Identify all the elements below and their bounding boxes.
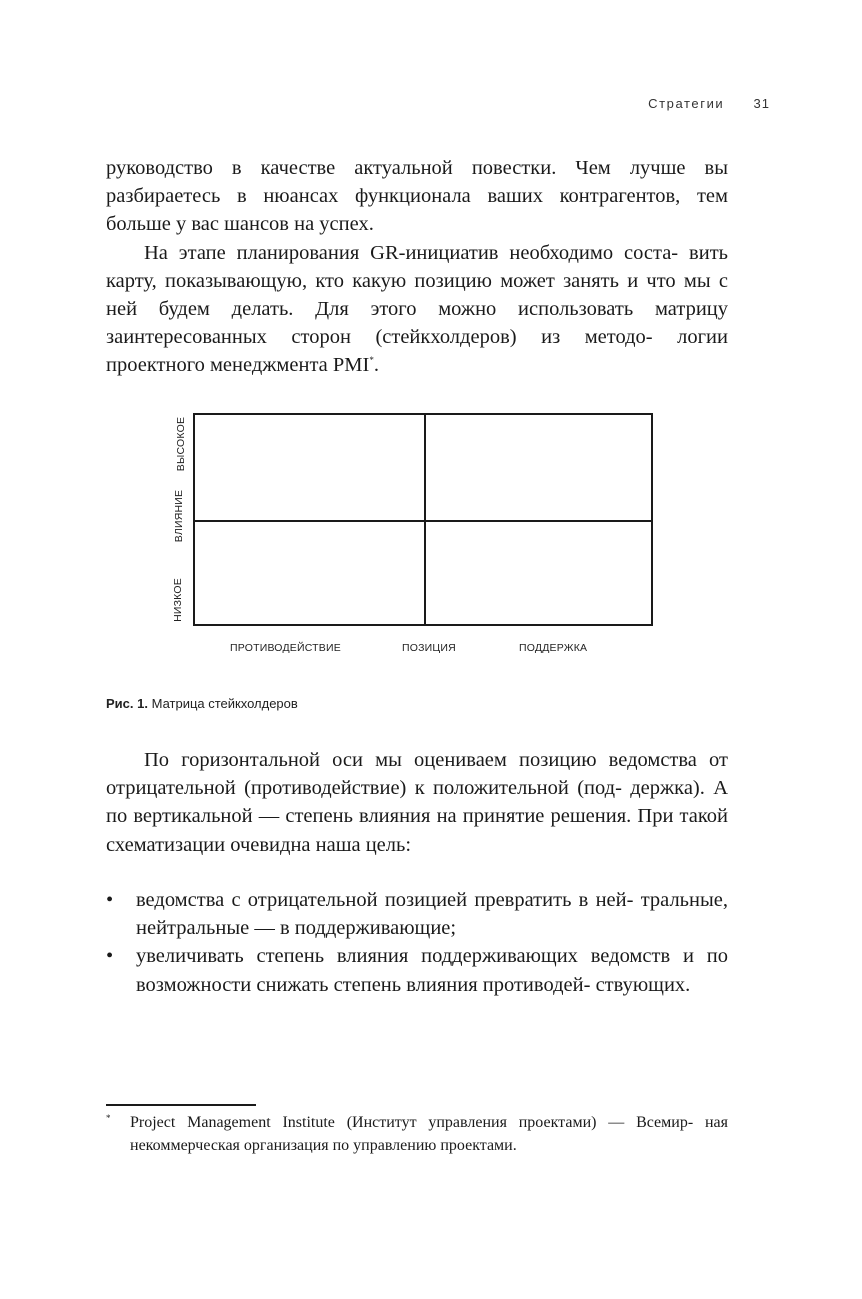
text-line: и по возможности снижать степень влияния противодей- (136, 945, 728, 996)
list-item (106, 942, 728, 998)
y-axis-low-label: НИЗКОЕ (171, 578, 184, 622)
text-line: от отрицательной (противодействие) к положительной (под- (106, 749, 728, 800)
bullet-marker: • (106, 945, 114, 968)
footnote-text (130, 1111, 728, 1157)
text-line: увеличивать степень влияния поддерживающих ведомств (136, 945, 671, 968)
paragraph-axes (106, 746, 728, 859)
text-line: На этапе планирования GR-инициатив необходимо соста- (144, 241, 679, 264)
matrix-horizontal-divider (195, 520, 651, 522)
text-line: вить карту, показывающую, кто какую позицию может занять (106, 241, 729, 292)
text-line: По горизонтальной оси мы оцениваем позицию ведомства (144, 749, 697, 771)
paragraph-continued (106, 154, 728, 239)
paragraph-pmi (106, 239, 728, 380)
text-line: тральные, нейтральные — в поддерживающие; (136, 889, 728, 940)
figure-caption (106, 696, 298, 711)
text-line: матрицу заинтересованных сторон (стейкхолдеров) из методо- (106, 298, 729, 349)
text-line: решения. При такой схематизации очевидна наша цель: (106, 805, 729, 856)
section-title: Стратегии (648, 96, 725, 111)
caption-text: Матрица стейкхолдеров (151, 696, 298, 711)
running-head (648, 96, 770, 111)
body-text-top (106, 154, 728, 380)
page-number: 31 (753, 96, 770, 111)
text-line: ная некоммерческая организация по управлению проектами. (130, 1114, 729, 1154)
y-axis-high-label: ВЫСОКОЕ (175, 416, 188, 472)
caption-label: Рис. 1. (106, 696, 148, 711)
text-line: разбираетесь в нюансах функционала ваших контрагентов, тем (106, 185, 728, 208)
x-axis-left-label: ПРОТИВОДЕЙСТВИЕ (230, 642, 341, 654)
footnote-reference: * (369, 355, 374, 366)
matrix-frame (193, 413, 653, 626)
text-line: руководство в качестве актуальной повестки. Чем лучше вы (106, 157, 728, 179)
text-line: и что мы с ней будем делать. Для этого можно использовать (106, 269, 728, 321)
body-text-middle (106, 746, 728, 859)
x-axis-right-label: ПОДДЕРЖКА (519, 642, 588, 654)
text-punct: . (373, 354, 379, 377)
footnote-divider (106, 1104, 256, 1106)
text-line: больше у вас шансов на успех. (106, 213, 374, 236)
stakeholder-matrix-figure (162, 410, 672, 660)
list-item (106, 886, 728, 942)
bullet-marker: • (106, 889, 114, 911)
text-line: ведомства с отрицательной позицией превратить в ней- (136, 889, 634, 911)
footnote (106, 1111, 728, 1157)
text-line: ствующих. (595, 973, 691, 996)
footnote-mark: * (106, 1113, 111, 1123)
x-axis-title: ПОЗИЦИЯ (402, 642, 456, 654)
text-line: держка). А по вертикальной — степень влияния на принятие (106, 777, 729, 828)
text-line: Project Management Institute (Институт управления проектами) — Всемир- (130, 1114, 694, 1131)
goals-list (106, 886, 728, 999)
y-axis-title: ВЛИЯНИЕ (173, 489, 186, 543)
text-line: логии проектного менеджмента PMI (106, 326, 728, 377)
